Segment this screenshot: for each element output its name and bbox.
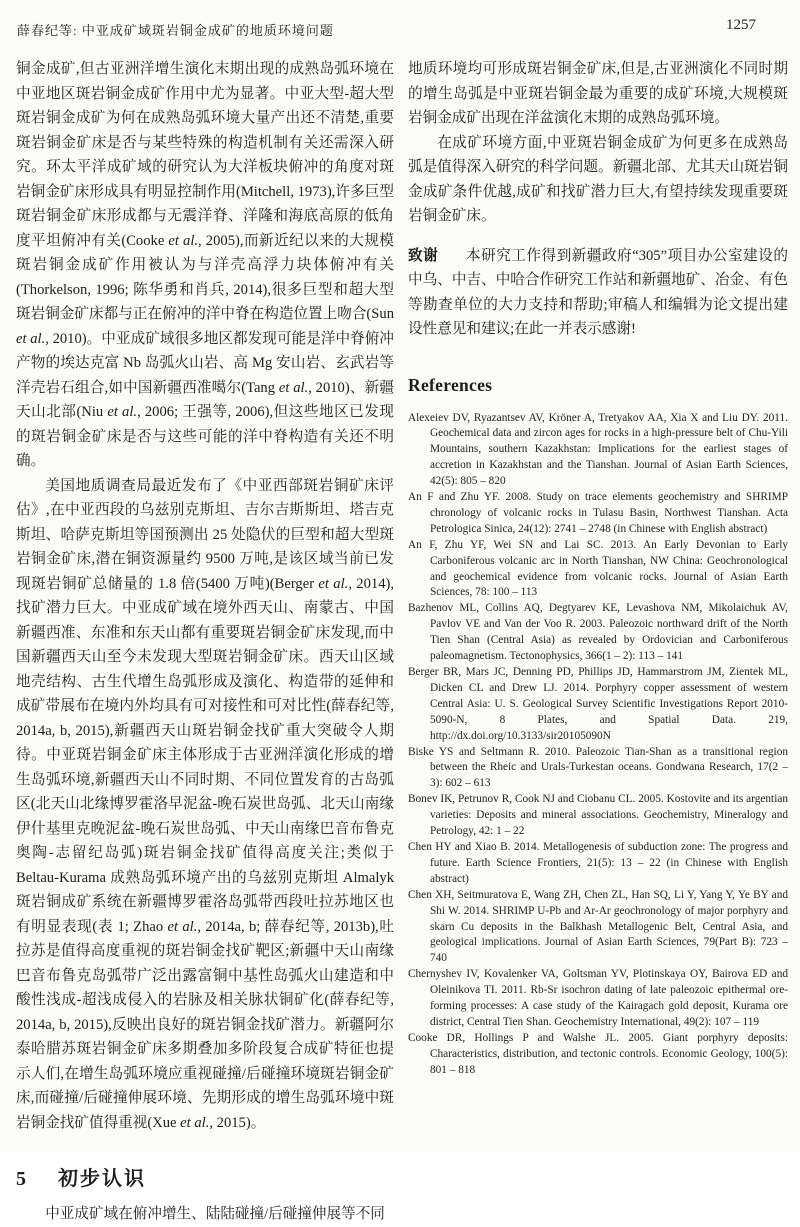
section-title: 初步认识 <box>58 1168 146 1190</box>
page-number: 1257 <box>726 17 756 33</box>
body-paragraph: 美国地质调查局最近发布了《中亚西部斑岩铜矿床评估》,在中亚西段的乌兹别克斯坦、吉尔吉斯斯坦、塔吉克斯坦、哈萨克斯坦等国预测出 25 处隐伏的巨型和超大型斑岩铜金矿床,潜在铜资源量约 9500 万吨,是该区域当前已发现斑岩铜矿总储量的 1.8 倍(5400 万吨)(Berger et al., 2014),找矿潜力巨大。中亚成矿域在境外西天山、南蒙古、中国新疆西准、东准和东天山都有重要斑岩铜金矿床发现,而中国新疆西天山至今未发现大型斑岩铜金矿床。西天山区域地壳结构、古生代增生岛弧形成及演化、构造带的延伸和成矿带展布在境内外均具有可对接性和可对比性(薛春纪等, 2014a, b, 2015),新疆西天山斑岩铜金找矿重大突破令人期待。中亚斑岩铜金矿床主体形成于古亚洲洋演化形成的增生岛弧环境,新疆西天山不同时期、不同位置发育的古岛弧区(北天山北缘博罗霍洛早泥盆-晚石炭世岛弧、北天山南缘伊什基里克晚泥盆-晚石炭世岛弧、中天山南缘巴音布鲁克奥陶-志留纪岛弧)斑岩铜金找矿值得高度关注;类似于 Beltau-Kurama 成熟岛弧环境产出的乌兹别克斯坦 Almalyk 斑岩铜成矿系统在新疆博罗霍洛岛弧带西段吐拉苏地区也有明显表现(表 1; Zhao et al., 2014a, b; 薛春纪等, 2013b),吐拉苏是值得高度重视的斑岩铜金找矿靶区;新疆中天山南缘巴音布鲁克岛弧带广泛出露富铜中基性岛弧火山建造和中酸性浅成-超浅成侵入的岩脉及相关脉状铜矿化(薛春纪等, 2014a, b, 2015),反映出良好的斑岩铜金找矿潜力。新疆阿尔泰哈腊苏斑岩铜金矿床多期叠加多阶段复合成矿特征也提示人们,在增生岛弧环境应重视碰撞/后碰撞环境斑岩铜金矿床,而碰撞/后碰撞伸展环境、先期形成的增生岛弧环境中斑岩铜金找矿值得重视(Xue et al., 2015)。 <box>16 477 395 1131</box>
reference-entry: Bonev IK, Petrunov R, Cook NJ and Ciobanu CL. 2005. Kostovite and its argentian varieties: Deposits and mineral associations. Geochemistry, Mineralogy and Petrology, 42: 1 – 22 <box>408 793 788 838</box>
reference-entry: An F, Zhu YF, Wei SN and Lai SC. 2013. An Early Devonian to Early Carboniferous volcanic arc in North Tianshan, NW China: Geochronological and geochemical evidence from volcanic rocks. Journal of Asian Earth Sciences, 78: 100 – 113 <box>408 538 788 599</box>
body-paragraph-continuation: 地质环境均可形成斑岩铜金矿床,但是,古亚洲演化不同时期的增生岛弧是中亚斑岩铜金最为重要的成矿环境,大规模斑岩铜金成矿出现在洋盆演化末期的成熟岛弧环境。 <box>408 61 788 126</box>
body-paragraph-continuation: 铜金成矿,但古亚洲洋增生演化末期出现的成熟岛弧环境在中亚地区斑岩铜金成矿作用中尤为显著。中亚大型-超大型斑岩铜金成矿为何在成熟岛弧环境大量产出还不清楚,重要斑岩铜金矿床是否与某些特殊的构造机制有关还需深入研究。环太平洋成矿域的研究认为大洋板块俯冲的角度对斑岩铜金矿床形成具有明显控制作用(Mitchell, 1973),许多巨型斑岩铜金矿床形成都与无震洋脊、洋隆和海底高原的低角度平坦俯冲有关(Cooke et al., 2005),而新近纪以来的大规模斑岩铜金成矿作用被认为与洋壳高浮力块体俯冲有关(Thorkelson, 1996; 陈华勇和肖兵, 2014),很多巨型和超大型斑岩铜金矿床都与正在俯冲的洋中脊在构造位置上吻合(Sun et al., 2010)。中亚成矿域很多地区都发现可能是洋中脊俯冲产物的埃达克富 Nb 岛弧火山岩、高 Mg 安山岩、玄武岩等洋壳岩石组合,如中国新疆西准噶尔(Tang et al., 2010)、新疆天山北部(Niu et al., 2006; 王强等, 2006),但这些地区已发现的斑岩铜金矿床是否与这些可能的洋中脊构造有关还不明确。 <box>16 61 394 469</box>
left-column <box>16 57 394 1227</box>
references-list <box>408 411 788 1079</box>
reference-entry: Bazhenov ML, Collins AQ, Degtyarev KE, Levashova NM, Mikolaichuk AV, Pavlov VE and Van der Voo R. 2003. Paleozoic northward drift of the North Tien Shan (Central Asia) as revealed by Ordovician and Carboniferous paleomagnetism. Tectonophysics, 366(1 – 2): 113 – 141 <box>408 602 788 663</box>
reference-entry: Berger BR, Mars JC, Denning PD, Phillips JD, Hammarstrom JM, Zientek ML, Dicken CL and Drew LJ. 2014. Porphyry copper assessment of western Central Asia: U. S. Geological Survey Scientific Investigations Report 2010-5090-N, 8 Plates, and Spatial Data. 219, http://dx.doi.org/10.3133/sir20105090N <box>408 666 788 742</box>
references-heading: References <box>408 374 493 395</box>
acknowledgment <box>408 244 788 342</box>
section-heading <box>16 1162 394 1191</box>
body-paragraph: 在成矿环境方面,中亚斑岩铜金成矿为何更多在成熟岛弧是值得深入研究的科学问题。新疆北部、尤其天山斑岩铜金成矿条件优越,成矿和找矿潜力巨大,有望持续发现重要斑岩铜金矿床。 <box>408 134 788 224</box>
reference-entry: Chen HY and Xiao B. 2014. Metallogenesis of subduction zone: The progress and future. Earth Science Frontiers, 21(5): 13 – 22 (in Chinese with English abstract) <box>408 840 788 885</box>
acknowledgment-text: 本研究工作得到新疆政府“305”项目办公室建设的中乌、中吉、中哈合作研究工作站和新疆地矿、冶金、有色等勘查单位的大力支持和帮助;审稿人和编辑为论文提出建设性意见和建议;在此一并表示感谢! <box>408 247 788 337</box>
reference-entry: Chen XH, Seitmuratova E, Wang ZH, Chen ZL, Han SQ, Li Y, Yang Y, Ye BY and Shi W. 2014. SHRIMP U-Pb and Ar-Ar geochronology of major porphyry and skarn Cu deposits in the Balkhash Metallogenic Belt, Central Asia, and geological implications. Journal of Asian Earth Sciences, 79(Part B): 723 – 740 <box>408 888 788 965</box>
running-title: 薛春纪等: 中亚成矿域斑岩铜金成矿的地质环境问题 <box>17 23 334 38</box>
section-number: 5 <box>16 1168 26 1190</box>
reference-entry: An F and Zhu YF. 2008. Study on trace elements geochemistry and SHRIMP chronology of volcanic rocks in Tulasu Basin, Northwest Tianshan. Acta Petrologica Sinica, 24(12): 2741 – 2748 (in Chinese with English abstract) <box>408 491 788 535</box>
right-column <box>408 57 788 1079</box>
reference-entry: Chernyshev IV, Kovalenker VA, Goltsman YV, Plotinskaya OY, Bairova ED and Oleinikova TI. 2011. Rb-Sr isochron dating of late paleozoic epithermal ore-forming processes: A case study of the Kairagach gold deposit, Kurama ore district, Central Tien Shan. Geochemistry International, 49(2): 107 – 119 <box>408 968 788 1028</box>
reference-entry: Biske YS and Seltmann R. 2010. Paleozoic Tian-Shan as a transitional region between the Rheic and Urals-Turkestan oceans. Gondwana Research, 17(2 – 3): 602 – 613 <box>408 745 788 790</box>
reference-entry: Alexeiev DV, Ryazantsev AV, Kröner A, Tretyakov AA, Xia X and Liu DY. 2011. Geochemical data and zircon ages for rocks in a high-pressure belt of Chu-Yili Mountains, southern Kazakhstan: Implications for the earliest stages of accretion in Kazakhstan and the Tianshan. Journal of Asian Earth Sciences, 42(5): 805 – 820 <box>408 411 788 488</box>
acknowledgment-label: 致谢 <box>408 247 439 264</box>
body-paragraph: 中亚成矿域在俯冲增生、陆陆碰撞/后碰撞伸展等不同 <box>45 1206 385 1222</box>
reference-entry: Cooke DR, Hollings P and Walshe JL. 2005. Giant porphyry deposits: Characteristics, distribution, and tectonic controls. Economic Geology, 100(5): 801 – 818 <box>408 1031 788 1076</box>
